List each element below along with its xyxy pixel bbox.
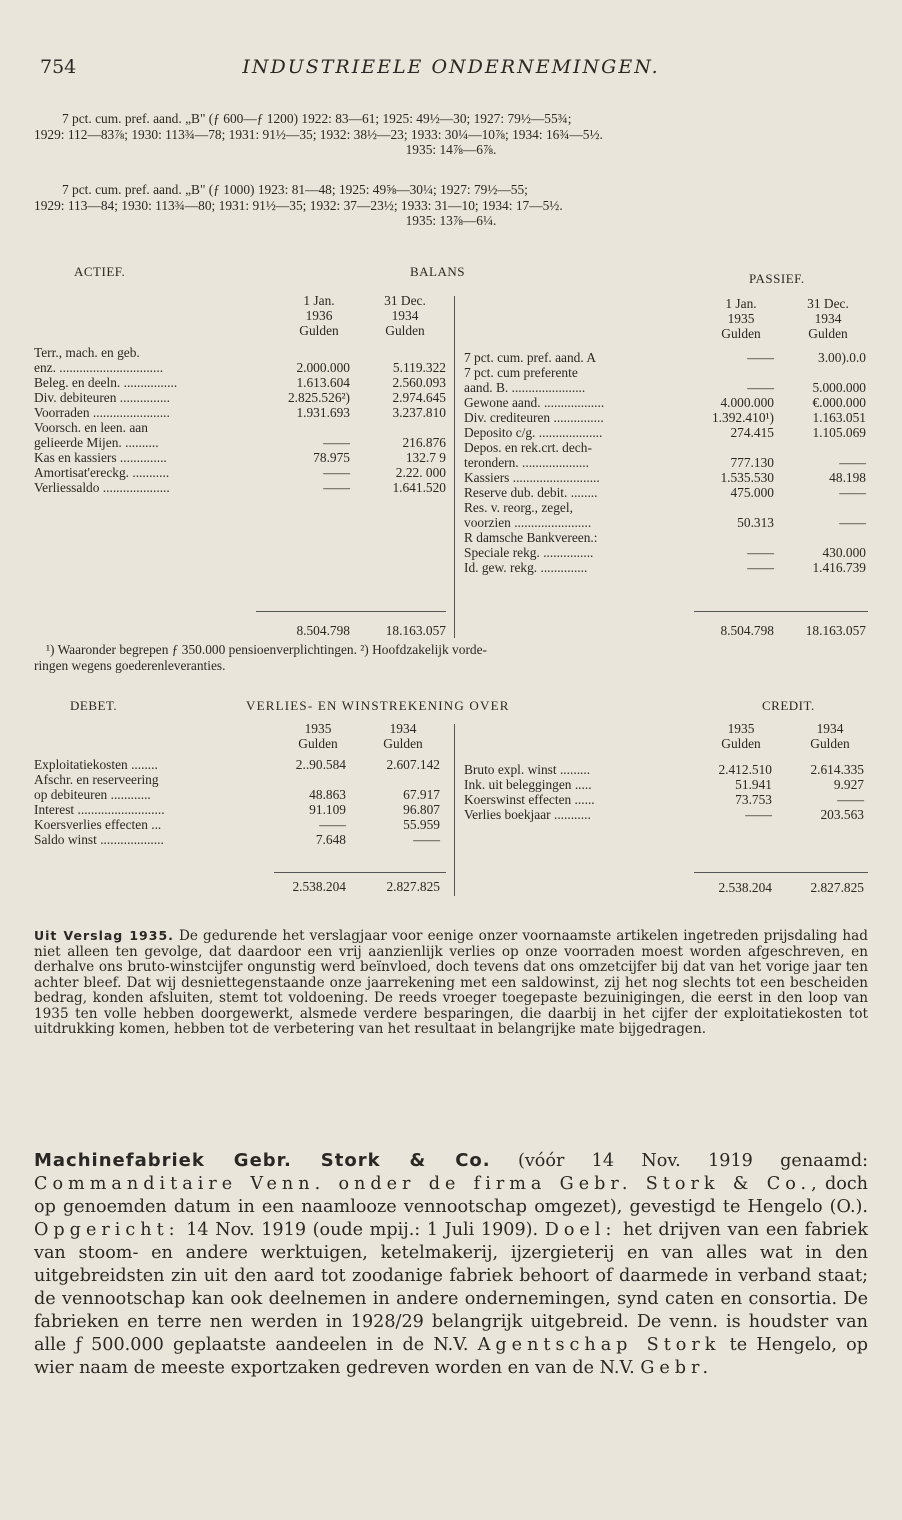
passief-row-label: R damsche Bankvereen.: xyxy=(464,530,598,545)
passief-row-label: aand. B. ...................... xyxy=(464,380,586,395)
debet-row xyxy=(34,787,446,802)
passief-row-value-1: —— xyxy=(747,560,774,575)
credit-row-value-1: 2.412.510 xyxy=(718,762,772,777)
passief-row-value-1: 777.130 xyxy=(730,455,774,470)
passief-row-label: Gewone aand. .................. xyxy=(464,395,605,410)
actief-row xyxy=(34,450,446,465)
actief-row-value-2: 3.237.810 xyxy=(392,405,446,420)
debet-row-value-1: 48.863 xyxy=(309,787,346,802)
passief-totals: 8.504.798 18.163.057 xyxy=(720,623,866,638)
credit-row-value-2: 2.614.335 xyxy=(810,762,864,777)
debet-col2-header: 1934 Gulden xyxy=(383,721,423,751)
passief-row-value-2: —— xyxy=(839,515,866,530)
passief-row-value-2: 430.000 xyxy=(822,545,866,560)
passief-row-label: Speciale rekg. ............... xyxy=(464,545,594,560)
actief-row xyxy=(34,480,446,495)
stork-firm-name: Machinefabriek Gebr. Stork & Co. xyxy=(34,1150,491,1171)
credit-col1-header: 1935 Gulden xyxy=(721,721,761,751)
passief-row xyxy=(464,560,868,575)
passief-row-value-2: 1.416.739 xyxy=(812,560,866,575)
passief-row-label: terondern. .................... xyxy=(464,455,589,470)
credit-row-value-2: 9.927 xyxy=(833,777,864,792)
credit-row xyxy=(464,807,868,822)
passief-row xyxy=(464,455,868,470)
passief-row-value-2: €.000.000 xyxy=(812,395,866,410)
passief-row-value-1: 1.392.410¹) xyxy=(711,410,774,425)
debet-row-value-1: 91.109 xyxy=(309,802,346,817)
passief-row xyxy=(464,425,868,440)
passief-row-value-1: —— xyxy=(747,545,774,560)
credit-label: CREDIT. xyxy=(762,698,815,713)
credit-row xyxy=(464,777,868,792)
passief-row-value-1: —— xyxy=(747,350,774,365)
actief-row-label: Kas en kassiers .............. xyxy=(34,450,167,465)
debet-row xyxy=(34,757,446,772)
actief-row xyxy=(34,435,446,450)
passief-table xyxy=(464,350,868,575)
passief-row-label: voorzien ....................... xyxy=(464,515,592,530)
passief-row xyxy=(464,500,868,515)
actief-row-value-2: 1.641.520 xyxy=(392,480,446,495)
actief-row-value-1: —— xyxy=(323,435,350,450)
debet-row-value-1: 7.648 xyxy=(315,832,346,847)
passief-col2-header: 31 Dec. 1934 Gulden xyxy=(807,296,849,341)
credit-row-label: Verlies boekjaar ........... xyxy=(464,807,591,822)
passief-row-label: Kassiers .......................... xyxy=(464,470,600,485)
passief-row-label: Id. gew. rekg. .............. xyxy=(464,560,588,575)
passief-row-value-2: 5.000.000 xyxy=(812,380,866,395)
debet-col1-header: 1935 Gulden xyxy=(298,721,338,751)
actief-row-value-2: 2.560.093 xyxy=(392,375,446,390)
passief-row xyxy=(464,410,868,425)
actief-row-value-2: 132.7 9 xyxy=(405,450,446,465)
debet-row-value-1: 2..90.584 xyxy=(295,757,346,772)
passief-col1-header: 1 Jan. 1935 Gulden xyxy=(721,296,761,341)
credit-row-value-1: 73.753 xyxy=(735,792,772,807)
debet-row-label: Koersverlies effecten ... xyxy=(34,817,162,832)
passief-row xyxy=(464,365,868,380)
debet-row-label: Interest .......................... xyxy=(34,802,165,817)
verslag-paragraph xyxy=(34,928,868,1038)
passief-row-label: Depos. en rek.crt. dech- xyxy=(464,440,592,455)
debet-row-label: Saldo winst ................... xyxy=(34,832,164,847)
actief-row-value-2: 216.876 xyxy=(402,435,446,450)
passief-row xyxy=(464,530,868,545)
actief-row-value-1: —— xyxy=(323,480,350,495)
credit-totals: 2.538.204 2.827.825 xyxy=(718,880,864,895)
actief-totals: 8.504.798 18.163.057 xyxy=(296,623,446,638)
actief-row-label: enz. ............................... xyxy=(34,360,164,375)
actief-row-value-1: 1.931.693 xyxy=(296,405,350,420)
vw-title: VERLIES- EN WINSTREKENING OVER xyxy=(246,698,510,713)
passief-row xyxy=(464,380,868,395)
credit-row xyxy=(464,762,868,777)
passief-row-label: Res. v. reorg., zegel, xyxy=(464,500,573,515)
credit-row-value-2: 203.563 xyxy=(820,807,864,822)
actief-col1-header: 1 Jan. 1936 Gulden xyxy=(299,293,339,338)
actief-row-label: Voorraden ....................... xyxy=(34,405,170,420)
passief-row-value-1: 475.000 xyxy=(730,485,774,500)
actief-row xyxy=(34,465,446,480)
actief-row xyxy=(34,360,446,375)
actief-row-label: Voorsch. en leen. aan xyxy=(34,420,148,435)
actief-row xyxy=(34,345,446,360)
credit-row-value-1: 51.941 xyxy=(735,777,772,792)
passief-row-value-1: 274.415 xyxy=(730,425,774,440)
passief-row-label: Reserve dub. debit. ........ xyxy=(464,485,598,500)
actief-row-label: Amortisat'ereckg. ........... xyxy=(34,465,170,480)
debet-row-value-2: 2.607.142 xyxy=(386,757,440,772)
actief-row xyxy=(34,420,446,435)
debet-row-value-2: 55.959 xyxy=(403,817,440,832)
actief-row-value-2: 5.119.322 xyxy=(392,360,446,375)
passief-row-value-1: 1.535.530 xyxy=(720,470,774,485)
passief-row-value-2: —— xyxy=(839,455,866,470)
passief-row-value-1: 50.313 xyxy=(737,515,774,530)
passief-row-value-2: 1.163.051 xyxy=(812,410,866,425)
balans-title: BALANS xyxy=(410,264,466,279)
debet-total-rule xyxy=(274,872,446,873)
actief-row xyxy=(34,390,446,405)
actief-row-label: Verliessaldo .................... xyxy=(34,480,170,495)
credit-col2-header: 1934 Gulden xyxy=(810,721,850,751)
actief-row-value-1: 2.825.526²) xyxy=(287,390,350,405)
pref-prices-b: 7 pct. cum. pref. aand. „B" (ƒ 1000) 1923: 81—48; 1925: 49⅝—30¼; 1927: 79½—55; 1929: 113—84; 1930: 113¾—80; 1931: 91½—35; 1932: 37—23½; 1933: 31—10; 1934: 17—5½. 1935: 13⅞—6¼. xyxy=(34,182,563,228)
actief-row-label: Terr., mach. en geb. xyxy=(34,345,140,360)
page-header xyxy=(34,56,868,86)
credit-row-label: Ink. uit beleggingen ..... xyxy=(464,777,592,792)
debet-row-value-1: —— xyxy=(319,817,346,832)
passief-row-label: 7 pct. cum. pref. aand. A xyxy=(464,350,597,365)
actief-row-value-1: 78.975 xyxy=(313,450,350,465)
debet-totals: 2.538.204 2.827.825 xyxy=(292,879,440,894)
pref-prices-a: 7 pct. cum. pref. aand. „B" (ƒ 600—ƒ 1200) 1922: 83—61; 1925: 49½—30; 1927: 79½—55¾; 1929: 112—83⅞; 1930: 113¾—78; 1931: 91½—35; 1932: 38½—23; 1933: 30¼—10⅞; 1934: 16¾—5½. 1935: 14⅞—6⅞. xyxy=(34,111,603,157)
passief-row-label: 7 pct. cum preferente xyxy=(464,365,578,380)
credit-row-label: Bruto expl. winst ......... xyxy=(464,762,591,777)
passief-row-label: Div. crediteuren ............... xyxy=(464,410,604,425)
debet-label: DEBET. xyxy=(70,698,118,713)
debet-row-label: Exploitatiekosten ........ xyxy=(34,757,158,772)
passief-row-value-2: 1.105.069 xyxy=(812,425,866,440)
passief-row xyxy=(464,545,868,560)
passief-row xyxy=(464,470,868,485)
actief-col2-header: 31 Dec. 1934 Gulden xyxy=(384,293,426,338)
actief-row-value-2: 2.22. 000 xyxy=(395,465,446,480)
running-title: INDUSTRIEELE ONDERNEMINGEN. xyxy=(242,56,660,78)
passief-row-value-1: —— xyxy=(747,380,774,395)
credit-total-rule xyxy=(694,872,868,873)
passief-row-value-2: 48.198 xyxy=(829,470,866,485)
debet-row xyxy=(34,832,446,847)
debet-row xyxy=(34,817,446,832)
passief-total-rule xyxy=(694,611,868,612)
passief-row-value-2: 3.00).0.0 xyxy=(818,350,866,365)
passief-row xyxy=(464,485,868,500)
actief-row-value-1: 2.000.000 xyxy=(296,360,350,375)
actief-row-label: Div. debiteuren ............... xyxy=(34,390,170,405)
debet-row-label: op debiteuren ............ xyxy=(34,787,151,802)
passief-row-value-2: —— xyxy=(839,485,866,500)
debet-table xyxy=(34,757,446,847)
actief-row-label: gelieerde Mijen. .......... xyxy=(34,435,159,450)
passief-row-label: Deposito c/g. ................... xyxy=(464,425,603,440)
verslag-heading: Uit Verslag 1935. xyxy=(34,928,174,943)
credit-row-value-2: —— xyxy=(837,792,864,807)
debet-row-value-2: 67.917 xyxy=(403,787,440,802)
balans-divider xyxy=(454,296,455,638)
actief-row-value-2: 2.974.645 xyxy=(392,390,446,405)
credit-row-value-1: —— xyxy=(745,807,772,822)
actief-row xyxy=(34,375,446,390)
page-number: 754 xyxy=(40,56,77,78)
actief-row-label: Beleg. en deeln. ................ xyxy=(34,375,178,390)
debet-row xyxy=(34,802,446,817)
actief-row-value-1: —— xyxy=(323,465,350,480)
credit-table xyxy=(464,762,868,822)
actief-row-value-1: 1.613.604 xyxy=(296,375,350,390)
debet-row-value-2: —— xyxy=(413,832,440,847)
credit-row-label: Koerswinst effecten ...... xyxy=(464,792,595,807)
credit-row xyxy=(464,792,868,807)
verslag-text: De gedurende het verslagjaar voor eenige onzer voornaamste artikelen ingetreden prijsdaling had niet alleen ten gevolge, dat daardoor een vrij aanzienlijk verlies op onze voorraden moest worden afgeschreven, en derhalve ons bruto-winstcijfer ongunstig werd beïnvloed, doch tevens dat ons omzetcijfer bij dat van het vorige jaar ten achter bleef. Dat wij desniettegenstaande onze jaarrekening met een saldowinst, zij het nog slechts tot een bescheiden bedrag, konden afsluiten, stemt tot voldoening. De reeds vroeger toegepaste bezuinigingen, die eerst in den loop van 1935 ten volle hebben doorgewerkt, alsmede verdere besparingen, die daarbij in het cijfer der exploitatiekosten tot uitdrukking komen, hebben tot de verbetering van het resultaat in belangrijke mate bijgedragen. xyxy=(34,928,868,1037)
passief-row xyxy=(464,350,868,365)
debet-row-label: Afschr. en reserveering xyxy=(34,772,159,787)
passief-row xyxy=(464,440,868,455)
passief-label: PASSIEF. xyxy=(749,271,805,286)
actief-row xyxy=(34,405,446,420)
debet-row-value-2: 96.807 xyxy=(403,802,440,817)
actief-total-rule xyxy=(256,611,446,612)
actief-table xyxy=(34,345,446,495)
passief-row xyxy=(464,395,868,410)
actief-label: ACTIEF. xyxy=(74,264,126,279)
balans-footnote: ¹) Waaronder begrepen ƒ 350.000 pensioenverplichtingen. ²) Hoofdzakelijk vorde- ringen wegens goederenleveranties. xyxy=(34,642,488,673)
stork-paragraph: Machinefabriek Gebr. Stork & Co. (vóór 14 Nov. 1919 genaamd: Commanditaire Venn. onder de firma Gebr. Stork & Co., doch op genoemden datum in een naamlooze vennootschap omgezet), gevestigd te Hengelo (O.). Opgericht: 14 Nov. 1919 (oude mpij.: 1 Juli 1909). Doel: het drijven van een fabriek van stoom- en andere werktuigen, ketelmakerij, ijzergieterij en van alles wat in den uitgebreidsten zin uit den aard tot zoodanige fabriek behoort of daarmede in verband staat; de vennootschap kan ook deelnemen in andere ondernemingen, synd caten en consortia. De fabrieken en terre nen werden in 1928/29 belangrijk uitgebreid. De venn. is houdster van alle ƒ 500.000 geplaatste aandeelen in de N.V. Agentschap Stork te Hengelo, op wier naam de meeste exportzaken gedreven worden en van de N.V. Gebr. xyxy=(34,1150,869,1378)
vw-divider xyxy=(454,724,455,896)
debet-row xyxy=(34,772,446,787)
passief-row xyxy=(464,515,868,530)
passief-row-value-1: 4.000.000 xyxy=(720,395,774,410)
